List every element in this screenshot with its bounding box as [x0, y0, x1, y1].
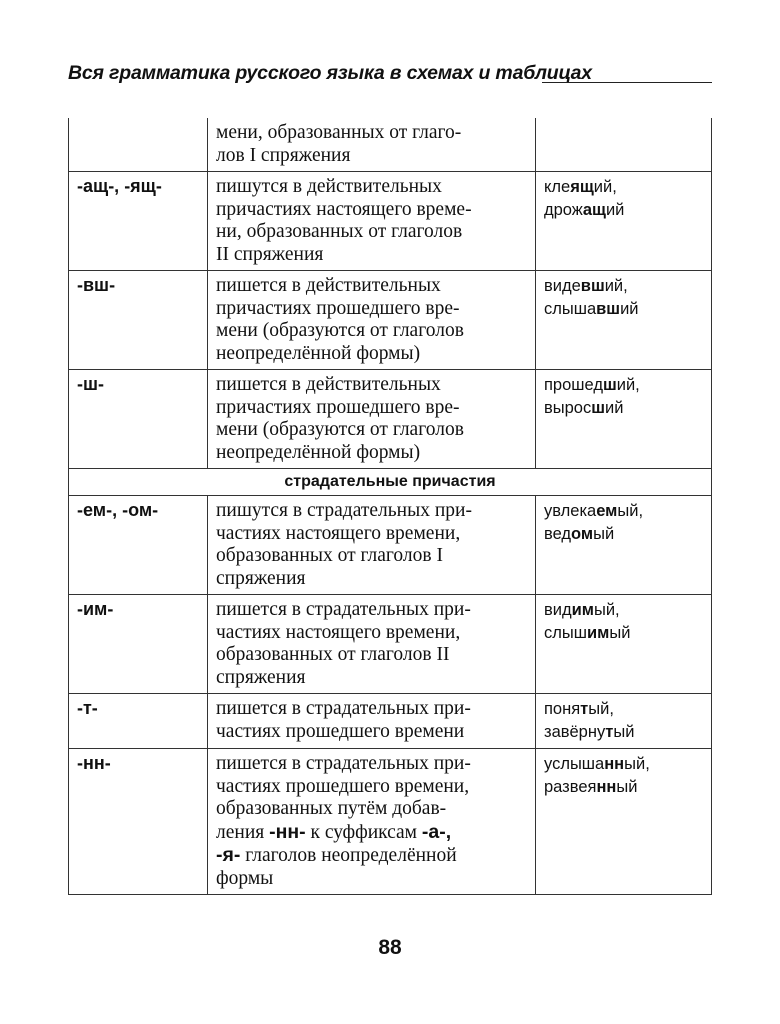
examples-cell [536, 496, 712, 595]
example-word: видимый, [544, 601, 620, 619]
rule-cell [208, 271, 536, 370]
header-title: Вся грамматика русского языка в схемах и таблицах [68, 62, 592, 84]
suffix-cell: -ащ-, -ящ- [69, 172, 208, 271]
section-title: страдательные причастия [69, 469, 712, 496]
rule-line: формы [216, 867, 274, 889]
rule-line: образованных от глаголов I [216, 545, 443, 566]
examples-cell [536, 694, 712, 749]
table-row [69, 172, 712, 271]
table-row [69, 496, 712, 595]
rule-line: мени, образованных от глаго- [216, 122, 462, 143]
rule-line: образованных от глаголов II [216, 644, 450, 665]
rule-line: причастиях прошедшего вре- [216, 396, 460, 418]
examples-cell [536, 118, 712, 172]
rule-line: лов I спряжения [216, 144, 351, 166]
section-header-row [69, 469, 712, 496]
example-word: выросший [544, 399, 624, 417]
example-word: завёрнутый [544, 723, 635, 741]
examples-cell [536, 172, 712, 271]
rule-line: пишется в страдательных при- [216, 599, 471, 620]
rule-cell [208, 694, 536, 749]
inline-suffix: -нн- [269, 820, 306, 843]
rule-line: причастиях настоящего време- [216, 198, 472, 220]
rule-line: спряжения [216, 567, 306, 589]
rule-line: мени (образуются от глаголов [216, 419, 464, 440]
table-row [69, 271, 712, 370]
rule-cell [208, 496, 536, 595]
example-word: увлекаемый, [544, 502, 644, 520]
examples-cell [536, 595, 712, 694]
rule-cell [208, 595, 536, 694]
example-word: прошедший, [544, 376, 640, 394]
rule-cell [208, 172, 536, 271]
page-number: 88 [378, 936, 402, 959]
rule-line: пишется в страдательных при- [216, 753, 471, 774]
inline-suffix: -а-, [421, 820, 452, 843]
rule-line: пишутся в страдательных при- [216, 500, 472, 521]
table-row [69, 749, 712, 895]
rule-line: неопределённой формы) [216, 441, 421, 463]
example-word: понятый, [544, 700, 614, 718]
rule-cell [208, 749, 536, 895]
inline-suffix: -я- [216, 844, 241, 866]
example-word: ведомый [544, 525, 615, 543]
examples-cell [536, 370, 712, 469]
suffix-cell: -вш- [69, 271, 208, 370]
table-row [69, 694, 712, 749]
example-word: развеянный [544, 778, 638, 796]
rule-line: пишется в страдательных при- [216, 698, 471, 719]
rule-line: частиях прошедшего времени [216, 720, 465, 742]
example-word: слышавший [544, 300, 639, 318]
rule-line: -я- глаголов неопределённой [216, 844, 457, 866]
rule-line: частиях прошедшего времени, [216, 775, 470, 797]
rule-line: пишутся в действительных [216, 176, 442, 197]
rule-cell [208, 118, 536, 172]
rule-line: причастиях прошедшего вре- [216, 297, 460, 319]
header-rule [542, 82, 712, 83]
example-word: клеящий, [544, 178, 617, 196]
suffix-cell: -ем-, -ом- [69, 496, 208, 595]
example-word: видевший, [544, 277, 628, 295]
page-header [68, 62, 712, 92]
suffix-cell: -им- [69, 595, 208, 694]
examples-cell [536, 749, 712, 895]
rule-line: мени (образуются от глаголов [216, 320, 464, 341]
rule-cell [208, 370, 536, 469]
rule-line: пишется в действительных [216, 374, 441, 395]
example-word: дрожащий [544, 201, 625, 219]
rule-line: образованных путём добав- [216, 798, 447, 819]
rule-line: частиях настоящего времени, [216, 522, 461, 544]
table-row [69, 370, 712, 469]
suffix-cell [69, 118, 208, 172]
table-row [69, 118, 712, 172]
participle-suffix-table [68, 118, 712, 895]
suffix-cell: -т- [69, 694, 208, 749]
example-word: слышимый [544, 624, 631, 642]
suffix-cell: -ш- [69, 370, 208, 469]
table-row [69, 595, 712, 694]
rule-line: II спряжения [216, 243, 324, 265]
rule-line: ления -нн- к суффиксам -а-, [216, 820, 452, 843]
rule-line: спряжения [216, 666, 306, 688]
rule-line: неопределённой формы) [216, 342, 421, 364]
rule-line: ни, образованных от глаголов [216, 221, 463, 242]
rule-line: пишется в действительных [216, 275, 441, 296]
example-word: услышанный, [544, 755, 650, 773]
rule-line: частиях настоящего времени, [216, 621, 461, 643]
suffix-cell: -нн- [69, 749, 208, 895]
examples-cell [536, 271, 712, 370]
